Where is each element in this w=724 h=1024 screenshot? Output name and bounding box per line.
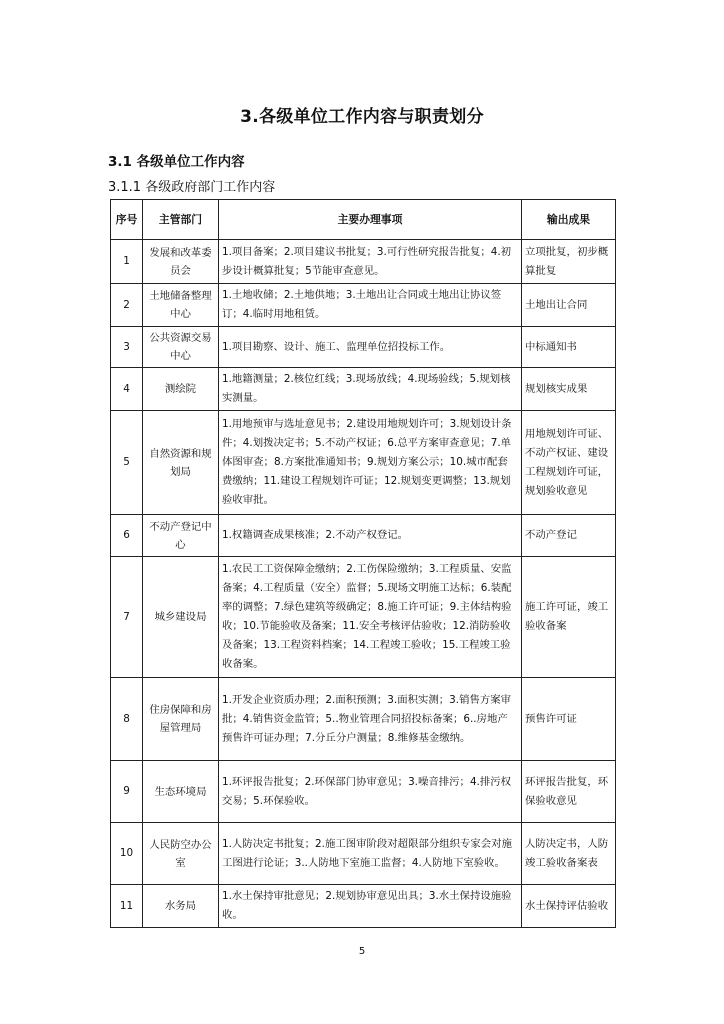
row-output: 预售许可证 <box>522 678 616 761</box>
row-items: 1.人防决定书批复；2.施工图审阶段对超限部分组织专家会对施工图进行论证；3..人防地下室施工监督；4.人防地下室验收。 <box>219 823 522 885</box>
row-output: 中标通知书 <box>522 327 616 368</box>
row-dept: 公共资源交易中心 <box>143 327 219 368</box>
row-items: 1.土地收储；2.土地供地；3.土地出让合同或土地出让协议签订；4.临时用地租赁。 <box>219 284 522 327</box>
row-items: 1.农民工工资保障金缴纳；2.工伤保险缴纳；3.工程质量、安监备案；4.工程质量（安全）监督；5.现场文明施工达标；6.装配率的调整；7.绿色建筑等级确定；8.施工许可证；9.主体结构验收；10.节能验收及备案；11.安全考核评估验收；12.消防验收及备案；13.工程资料档案；14.工程竣工验收；15.工程竣工验收备案。 <box>219 557 522 678</box>
row-dept: 人民防空办公室 <box>143 823 219 885</box>
table-row <box>111 823 616 885</box>
row-no: 9 <box>111 761 143 823</box>
row-output: 人防决定书，人防竣工验收备案表 <box>522 823 616 885</box>
row-output: 环评报告批复，环保验收意见 <box>522 761 616 823</box>
row-items: 1.水土保持审批意见；2.规划协审意见出具；3.水土保持设施验收。 <box>219 885 522 928</box>
table-row <box>111 368 616 411</box>
row-items: 1.开发企业资质办理；2.面积预测；3.面积实测；3.销售方案审批；4.销售资金监管；5..物业管理合同招投标备案；6..房地产预售许可证办理；7.分丘分户测量；8.维修基金缴纳。 <box>219 678 522 761</box>
row-output: 用地规划许可证、不动产权证、建设工程规划许可证，规划验收意见 <box>522 411 616 515</box>
row-output: 规划核实成果 <box>522 368 616 411</box>
header-items: 主要办理事项 <box>219 200 522 240</box>
table-row <box>111 240 616 284</box>
row-output: 土地出让合同 <box>522 284 616 327</box>
table-row <box>111 327 616 368</box>
row-items: 1.项目勘察、设计、施工、监理单位招投标工作。 <box>219 327 522 368</box>
row-output: 不动产登记 <box>522 515 616 557</box>
row-items: 1.项目备案；2.项目建议书批复；3.可行性研究报告批复；4.初步设计概算批复；5节能审查意见。 <box>219 240 522 284</box>
table-row <box>111 885 616 928</box>
row-output: 施工许可证，竣工验收备案 <box>522 557 616 678</box>
row-items: 1.权籍调查成果核准；2.不动产权登记。 <box>219 515 522 557</box>
row-no: 11 <box>111 885 143 928</box>
header-no: 序号 <box>111 200 143 240</box>
table-row <box>111 411 616 515</box>
section-heading: 3.1 各级单位工作内容 <box>108 154 245 170</box>
row-no: 7 <box>111 557 143 678</box>
header-dept: 主管部门 <box>143 200 219 240</box>
work-content-table <box>110 199 616 928</box>
row-no: 6 <box>111 515 143 557</box>
table-header-row <box>111 200 616 240</box>
row-no: 1 <box>111 240 143 284</box>
table-row <box>111 557 616 678</box>
row-output: 水土保持评估验收 <box>522 885 616 928</box>
row-no: 8 <box>111 678 143 761</box>
row-items: 1.环评报告批复；2.环保部门协审意见；3.噪音排污；4.排污权交易；5.环保验收。 <box>219 761 522 823</box>
row-no: 5 <box>111 411 143 515</box>
row-dept: 土地储备整理中心 <box>143 284 219 327</box>
row-dept: 发展和改革委员会 <box>143 240 219 284</box>
row-items: 1.用地预审与选址意见书；2.建设用地规划许可；3.规划设计条件；4.划拨决定书；5.不动产权证；6.总平方案审查意见；7.单体图审查；8.方案批准通知书；9.规划方案公示；10.城市配套费缴纳；11.建设工程规划许可证；12.规划变更调整；13.规划验收审批。 <box>219 411 522 515</box>
header-output: 输出成果 <box>522 200 616 240</box>
table-row <box>111 678 616 761</box>
row-dept: 水务局 <box>143 885 219 928</box>
table-row <box>111 761 616 823</box>
subsection-heading: 3.1.1 各级政府部门工作内容 <box>108 180 276 195</box>
row-dept: 住房保障和房屋管理局 <box>143 678 219 761</box>
row-output: 立项批复，初步概算批复 <box>522 240 616 284</box>
row-dept: 城乡建设局 <box>143 557 219 678</box>
table-row <box>111 515 616 557</box>
row-dept: 自然资源和规划局 <box>143 411 219 515</box>
row-no: 10 <box>111 823 143 885</box>
row-dept: 不动产登记中心 <box>143 515 219 557</box>
table-row <box>111 284 616 327</box>
row-no: 4 <box>111 368 143 411</box>
row-items: 1.地籍测量；2.核位红线；3.现场放线；4.现场验线；5.规划核实测量。 <box>219 368 522 411</box>
page-title: 3.各级单位工作内容与职责划分 <box>240 107 484 127</box>
row-dept: 生态环境局 <box>143 761 219 823</box>
row-no: 2 <box>111 284 143 327</box>
row-dept: 测绘院 <box>143 368 219 411</box>
page-number: 5 <box>358 946 366 957</box>
row-no: 3 <box>111 327 143 368</box>
